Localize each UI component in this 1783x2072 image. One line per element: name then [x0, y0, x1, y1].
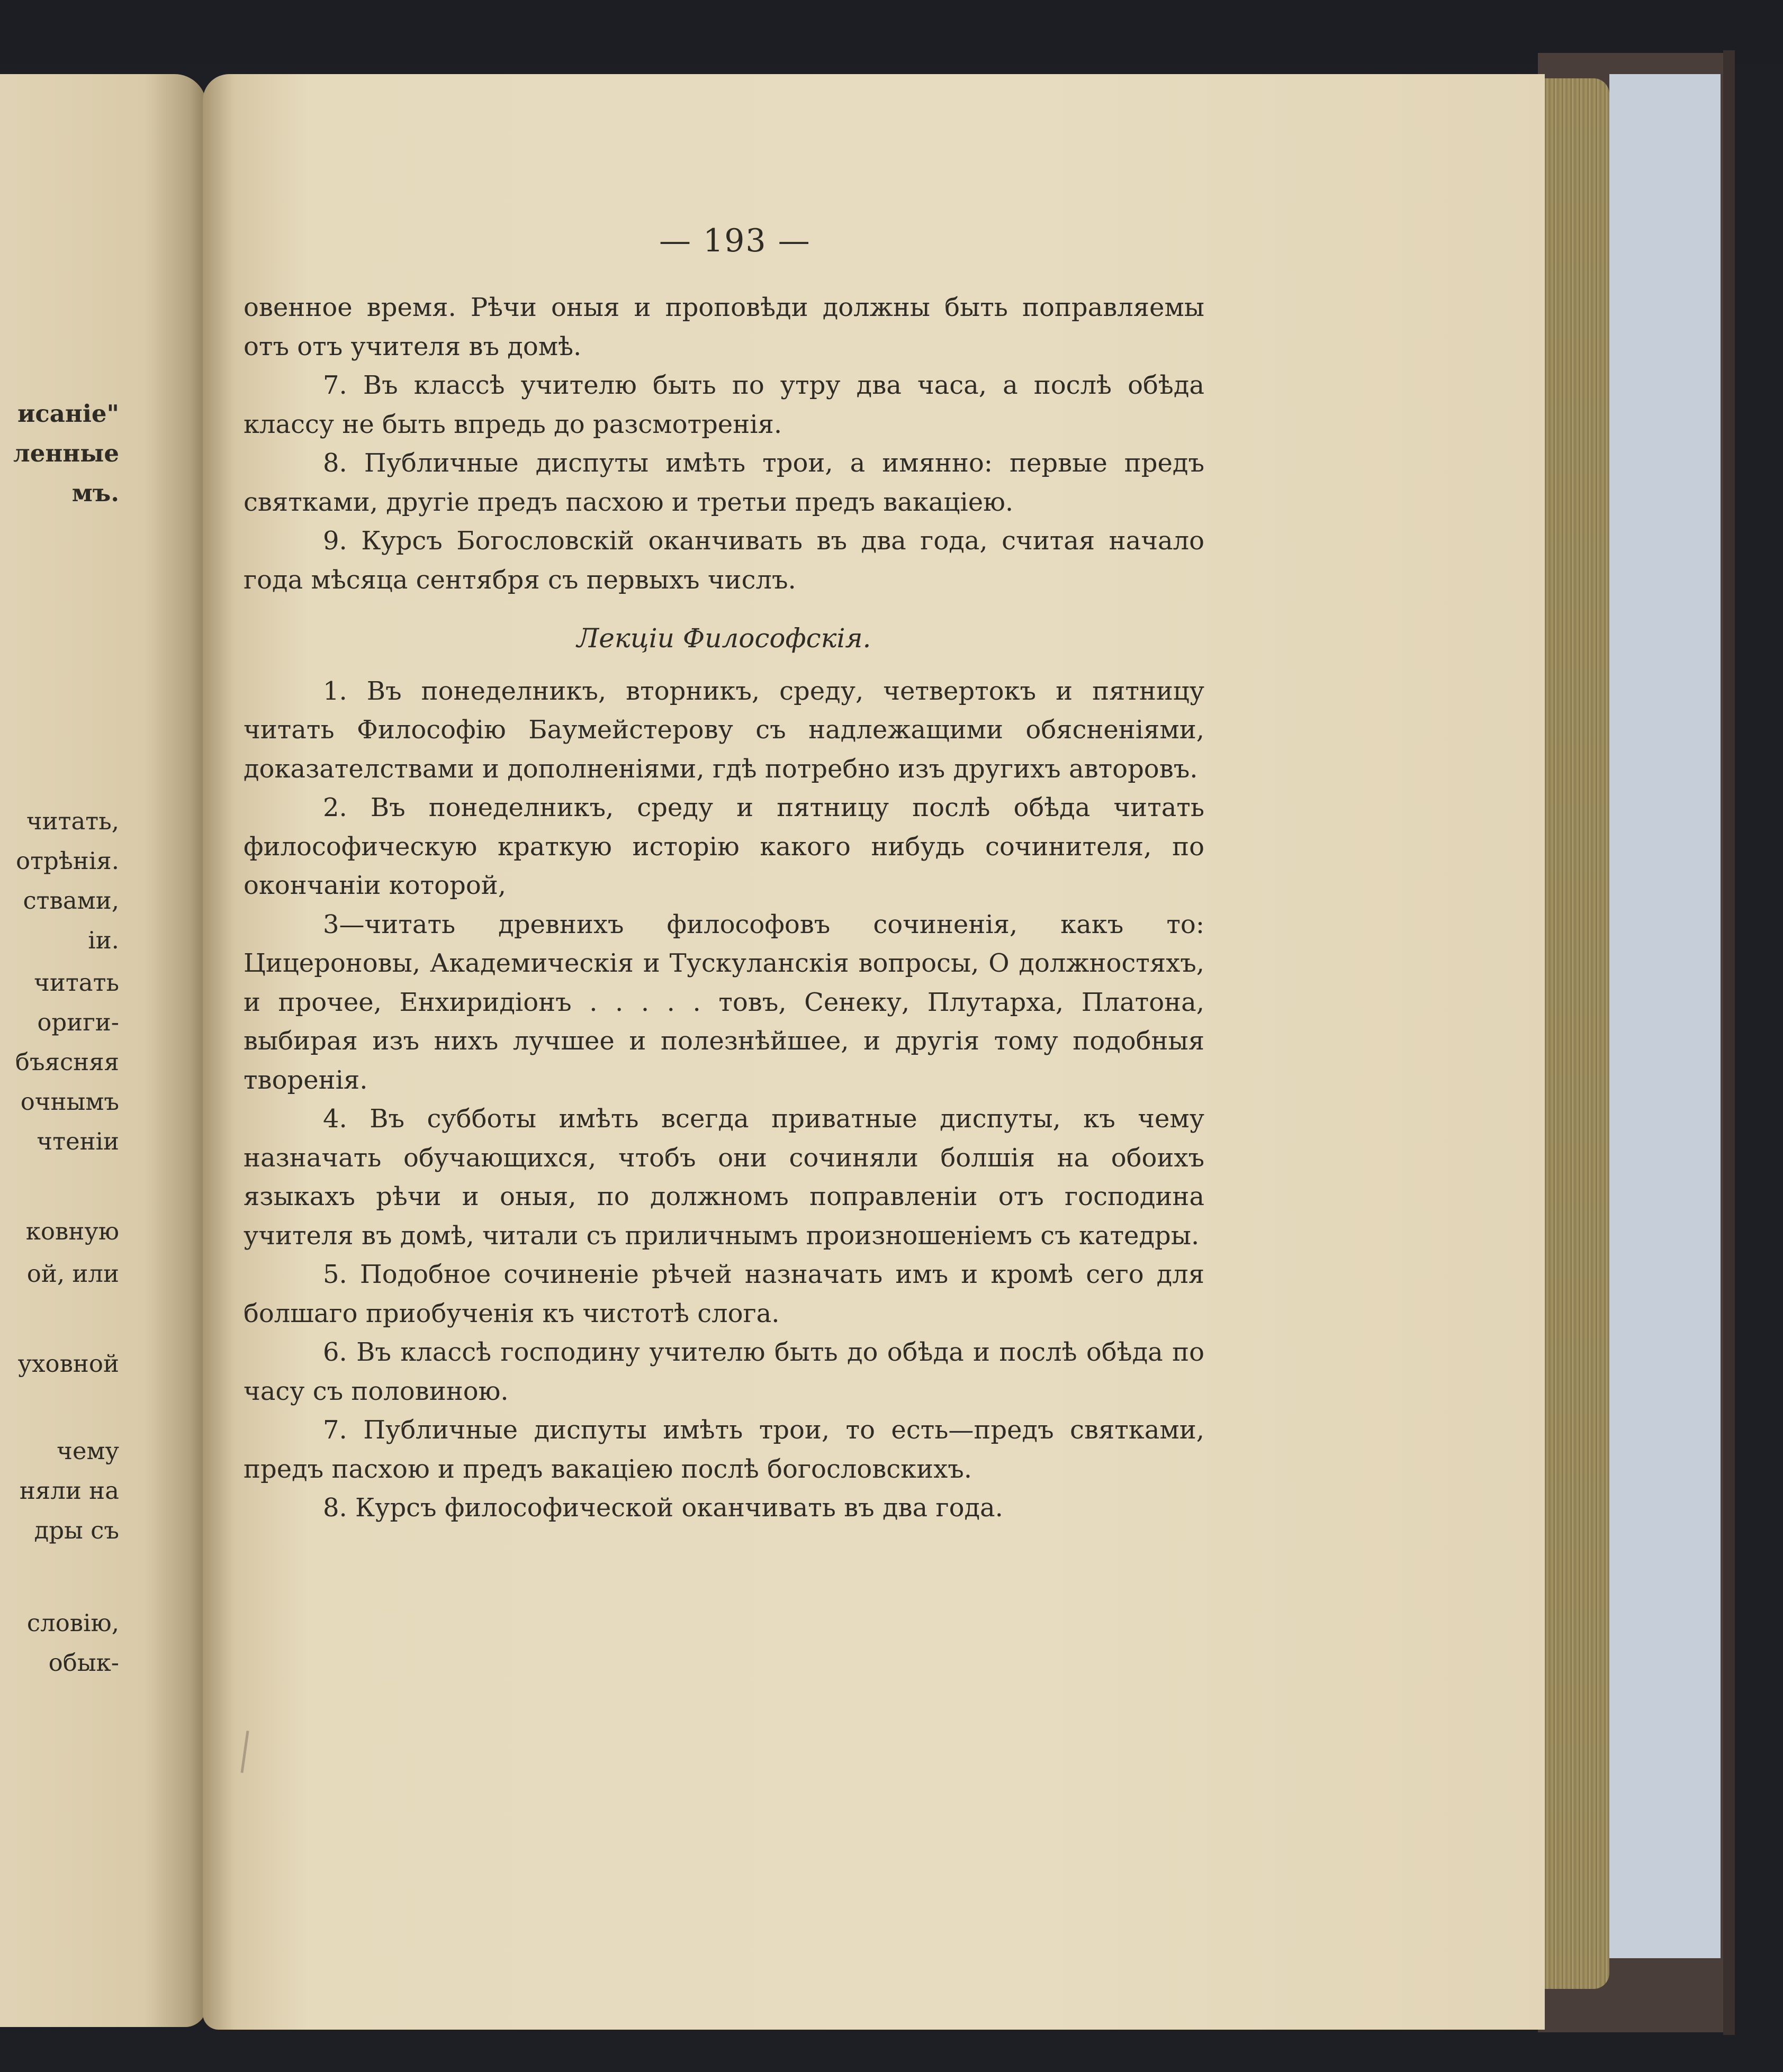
left-page-line: іи. [88, 926, 119, 954]
paragraph: овенное время. Рѣчи оныя и проповѣди должны быть поправляемы отъ отъ учителя въ домѣ. [244, 293, 1204, 361]
page-number: — 193 — [659, 222, 811, 259]
left-page-line: ой, или [26, 1260, 119, 1288]
paragraph: 4. Въ субботы имѣть всегда приватные диспуты, къ чему назначать обучающихся, чтобъ они сочиняли болшія на обоихъ языкахъ рѣчи и оныя, по должномъ поправленіи отъ господина учителя въ домѣ, читали съ приличнымъ произношеніемъ съ катедры. [244, 1104, 1204, 1251]
left-page-line: ленные [13, 439, 119, 467]
section-heading: Лекціи Философскія. [577, 623, 871, 654]
paragraph: 1. Въ понеделникъ, вторникъ, среду, четвертокъ и пятницу читать Философію Баумейстерову съ надлежащими обясненіями, доказателствами и дополненіями, гдѣ потребно изъ другихъ авторовъ. [244, 676, 1204, 784]
paragraph: 9. Курсъ Богословскій оканчивать въ два года, считая начало года мѣсяца сентября съ первыхъ числъ. [244, 526, 1204, 595]
left-page-line: словію, [26, 1609, 119, 1637]
page-body [244, 288, 1204, 1528]
paragraph: 8. Публичные диспуты имѣть трои, а имянно: первые предъ святками, другіе предъ пасхою и третьи предъ вакаціею. [244, 448, 1204, 517]
paragraph: 8. Курсъ философической оканчивать въ два года. [323, 1493, 1003, 1523]
left-page-line: няли на [19, 1477, 119, 1505]
left-page [0, 74, 206, 2027]
left-page-line: отрѣнія. [15, 847, 119, 875]
scanner-background [0, 0, 1783, 64]
left-page-line: исаніе" [17, 400, 119, 428]
paragraph: 7. Въ классѣ учителю быть по утру два часа, а послѣ обѣда классу не быть впредь до разсмотренія. [244, 370, 1204, 439]
left-page-line: читать, [26, 807, 119, 835]
page-edges [1538, 78, 1609, 1989]
book-cover-edge [1723, 50, 1735, 2035]
left-page-line: дры съ [34, 1516, 119, 1544]
left-page-line: обык- [48, 1649, 119, 1677]
left-page-line: уховной [17, 1350, 119, 1378]
paragraph: 7. Публичные диспуты имѣть трои, то есть—предъ святками, предъ пасхою и предъ вакаціею послѣ богословскихъ. [244, 1415, 1204, 1484]
paragraph: 5. Подобное сочиненіе рѣчей назначать имъ и кромѣ сего для болшаго приобученія къ чистотѣ слога. [244, 1260, 1204, 1328]
left-page-line: ориги- [37, 1008, 119, 1036]
left-page-line: чему [57, 1437, 119, 1465]
backing-sheet [1609, 74, 1721, 1958]
paragraph: 6. Въ классѣ господину учителю быть до обѣда и послѣ обѣда по часу съ половиною. [244, 1337, 1204, 1406]
left-page-line: ствами, [23, 886, 119, 915]
paragraph: 2. Въ понеделникъ, среду и пятницу послѣ обѣда читать философическую краткую исторію какого нибудь сочинителя, по окончаніи которой, [244, 793, 1204, 900]
left-page-line: бъясняя [15, 1048, 119, 1076]
left-page-line: чтеніи [37, 1127, 119, 1155]
left-page-line: мъ. [71, 479, 119, 507]
paragraph: 3—читать древнихъ философовъ сочиненія, какъ то: Цицероновы, Академическія и Тускуланскія вопросы, О должностяхъ, и прочее, Енхиридіонъ . . . . . товъ, Сенеку, Плутарха, Платона, выбирая изъ нихъ лучшее и полезнѣйшее, и другія тому подобныя творенія. [244, 909, 1204, 1095]
left-page-line: ковную [25, 1217, 119, 1245]
left-page-line: читать [34, 969, 119, 997]
left-page-line: очнымъ [20, 1088, 119, 1116]
